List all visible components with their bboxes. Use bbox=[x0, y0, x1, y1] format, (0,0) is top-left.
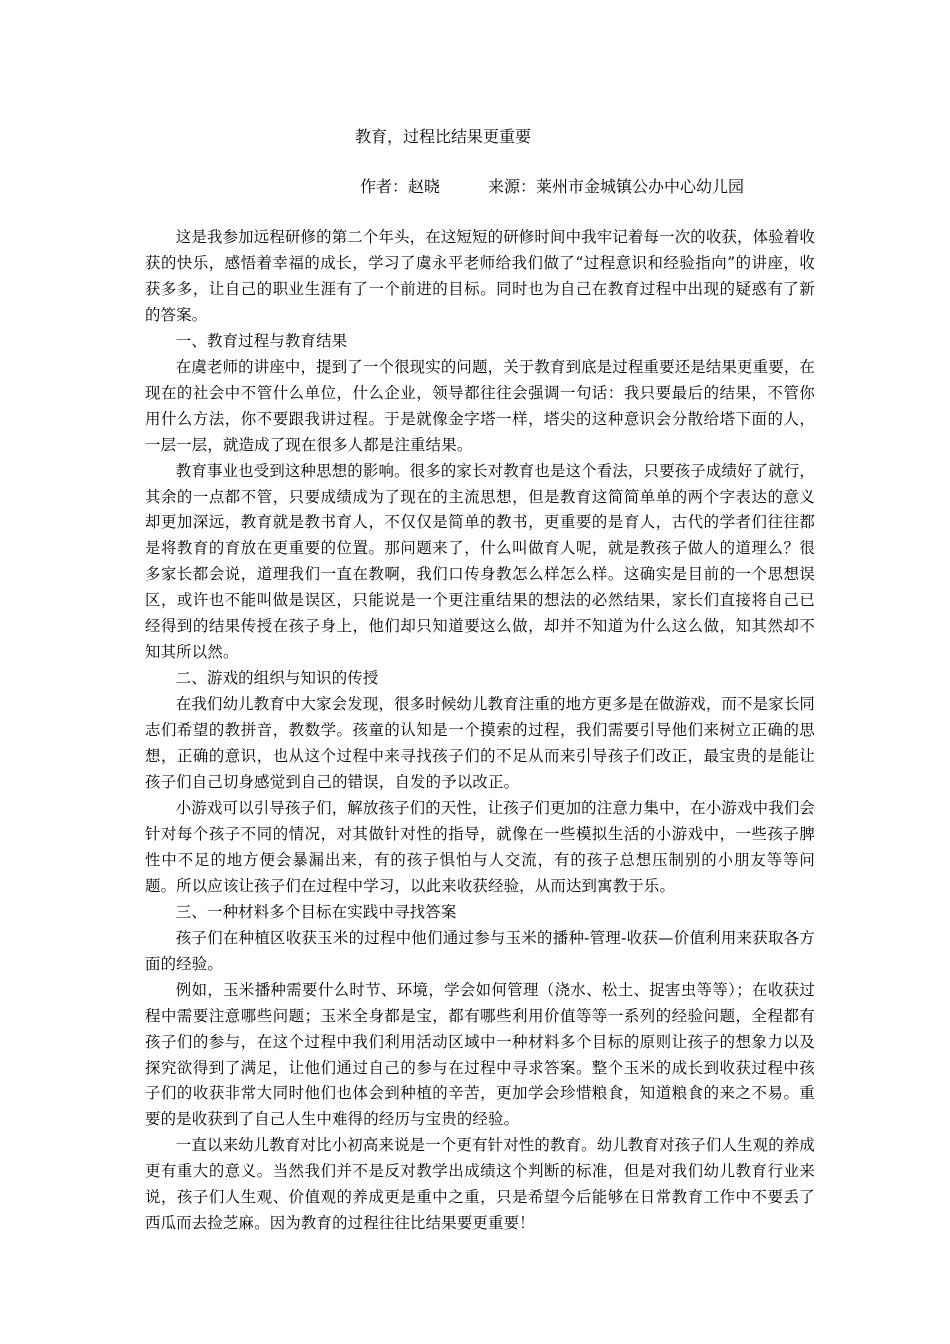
source-label: 来源：莱州市金城镇公办中心幼儿园 bbox=[488, 177, 745, 196]
section-heading-3: 三、一种材料多个目标在实践中寻找答案 bbox=[175, 902, 457, 921]
paragraph: 教育事业也受到这种思想的影响。很多的家长对教育也是这个看法，只要孩子成绩好了就行，其余的一点都不管，只要成绩成为了现在的主流思想，但是教育这简简单单的两个字表达的意义却更加深远，教育就是教书育人，不仅仅是简单的教书，更重要的是育人，古代的学者们往往都是将教育的育放在更重要的位置。那问题来了，什么叫做育人呢，就是教孩子做人的道理么？很多家长都会说，道理我们一直在教啊，我们口传身教怎么样怎么样。这确实是目前的一个思想误区，或许也不能叫做是误区，只能说是一个更注重结果的想法的必然结果，家长们直接将自己已经得到的结果传授在孩子身上，他们却只知道要这么做，却并不知道为什么这么做，知其然却不知其所以然。 bbox=[145, 461, 816, 662]
paragraph: 小游戏可以引导孩子们，解放孩子们的天性，让孩子们更加的注意力集中，在小游戏中我们会针对每个孩子不同的情况，对其做针对性的指导，就像在一些模拟生活的小游戏中，一些孩子脾性中不足的地方便会暴漏出来，有的孩子惧怕与人交流，有的孩子总想压制别的小朋友等等问题。所以应该让孩子们在过程中学习，以此来收获经验，从而达到寓教于乐。 bbox=[145, 798, 816, 895]
article-body bbox=[145, 225, 815, 1237]
author-label: 作者：赵晓 bbox=[360, 177, 441, 196]
paragraph: 在我们幼儿教育中大家会发现，很多时候幼儿教育注重的地方更多是在做游戏，而不是家长同志们希望的教拼音，教数学。孩童的认知是一个摸索的过程，我们需要引导他们来树立正确的思想，正确的意识，也从这个过程中来寻找孩子们的不足从而来引导孩子们改正，最宝贵的是能让孩子们自己切身感觉到自己的错误，自发的予以改正。 bbox=[145, 695, 816, 792]
section-heading-2: 二、游戏的组织与知识的传授 bbox=[175, 669, 379, 688]
document-title: 教育，过程比结果更重要 bbox=[355, 127, 532, 146]
paragraph: 在虞老师的讲座中，提到了一个很现实的问题，关于教育到底是过程重要还是结果更重要，在现在的社会中不管什么单位，什么企业，领导都往往会强调一句话：我只要最后的结果，不管你用什么方法，你不要跟我讲过程。于是就像金字塔一样，塔尖的这种意识会分散给塔下面的人，一层一层，就造成了现在很多人都是注重结果。 bbox=[145, 357, 816, 454]
paragraph: 孩子们在种植区收获玉米的过程中他们通过参与玉米的播种-管理-收获—价值利用来获取各方面的经验。 bbox=[145, 928, 815, 973]
paragraph: 例如，玉米播种需要什么时节、环境，学会如何管理（浇水、松土、捉害虫等等）；在收获过程中需要注意哪些问题；玉米全身都是宝，都有哪些利用价值等等一系列的经验问题，全程都有孩子们的参与，在这个过程中我们利用活动区域中一种材料多个目标的原则让孩子的想象力以及探究欲得到了满足，让他们通过自己的参与在过程中寻求答案。整个玉米的成长到收获过程中孩子们的收获非常大同时他们也体会到种植的辛苦，更加学会珍惜粮食，知道粮食的来之不易。重要的是收获到了自己人生中难得的经历与宝贵的经验。 bbox=[145, 980, 815, 1129]
paragraph-intro: 这是我参加远程研修的第二个年头，在这短短的研修时间中我牢记着每一次的收获，体验着收获的快乐，感悟着幸福的成长，学习了虞永平老师给我们做了“过程意识和经验指向”的讲座，收获多多，让自己的职业生涯有了一个前进的目标。同时也为自己在教育过程中出现的疑惑有了新的答案。 bbox=[145, 228, 816, 324]
byline bbox=[360, 176, 744, 198]
section-heading-1: 一、教育过程与教育结果 bbox=[175, 331, 348, 350]
paragraph-conclusion: 一直以来幼儿教育对比小初高来说是一个更有针对性的教育。幼儿教育对孩子们人生观的养成更有重大的意义。当然我们并不是反对教学出成绩这个判断的标准，但是对我们幼儿教育行业来说，孩子们人生观、价值观的养成更是重中之重，只是希望今后能够在日常教育工作中不要丢了西瓜而去捡芝麻。因为教育的过程往往比结果要更重要！ bbox=[145, 1136, 816, 1233]
